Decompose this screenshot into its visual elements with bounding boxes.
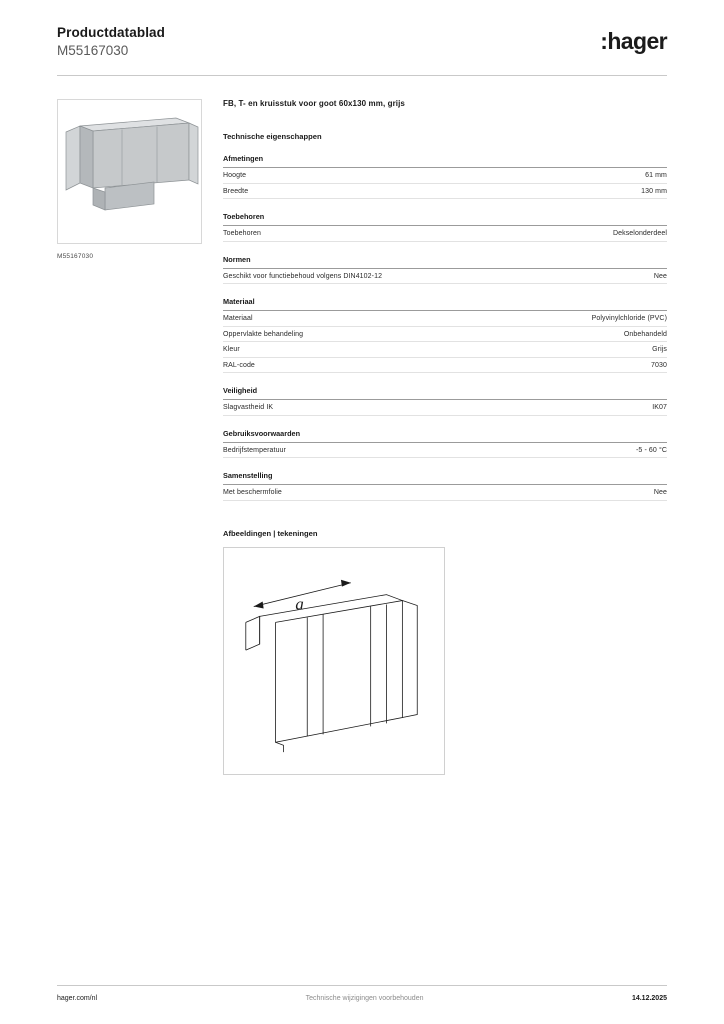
spec-group-title: Materiaal — [223, 297, 667, 311]
spec-row — [223, 168, 667, 184]
spec-group — [223, 212, 667, 242]
spec-value: Polyvinylchloride (PVC) — [591, 315, 667, 323]
spec-value: Onbehandeld — [623, 330, 667, 338]
product-image-caption: M55167030 — [57, 253, 94, 261]
spec-row — [223, 485, 667, 501]
drawings-heading: Afbeeldingen | tekeningen — [223, 528, 318, 538]
spec-group-title: Veiligheid — [223, 386, 667, 400]
spec-group — [223, 386, 667, 416]
spec-row — [223, 443, 667, 459]
spec-label: Breedte — [223, 187, 249, 195]
spec-groups — [223, 154, 667, 501]
spec-value: Grijs — [652, 346, 667, 354]
spec-group — [223, 471, 667, 501]
spec-value: Dekselonderdeel — [612, 230, 667, 238]
spec-group-title: Gebruiksvoorwaarden — [223, 429, 667, 443]
page-footer — [57, 985, 667, 1002]
spec-row — [223, 400, 667, 416]
spec-label: Toebehoren — [223, 230, 261, 238]
spec-label: RAL-code — [223, 361, 255, 369]
dimension-label-a: a — [295, 594, 304, 614]
spec-label: Hoogte — [223, 172, 247, 180]
spec-group — [223, 429, 667, 459]
page-body — [57, 76, 667, 775]
logo-text: hager — [607, 28, 667, 54]
spec-label: Geschikt voor functiebehoud volgens DIN4102-12 — [223, 272, 383, 280]
technical-drawing-icon — [224, 548, 444, 774]
product-photo-icon — [58, 100, 202, 244]
page-header — [57, 0, 667, 60]
technical-drawing-box — [223, 547, 445, 775]
spec-row — [223, 342, 667, 358]
logo-colon-icon: : — [600, 28, 608, 54]
spec-label: Slagvastheid IK — [223, 404, 274, 412]
hager-logo — [600, 24, 667, 55]
spec-row — [223, 184, 667, 200]
spec-value: -5 - 60 °C — [635, 446, 667, 454]
product-image-column — [57, 99, 207, 775]
footer-disclaimer: Technische wijzigingen voorbehouden — [305, 995, 424, 1002]
spec-group-title: Afmetingen — [223, 154, 667, 168]
spec-label: Materiaal — [223, 315, 253, 323]
spec-value: IK07 — [652, 404, 667, 412]
specifications-column — [207, 99, 667, 775]
spec-group — [223, 255, 667, 285]
spec-row — [223, 327, 667, 343]
tech-properties-heading: Technische eigenschappen — [223, 132, 322, 142]
spec-group — [223, 297, 667, 373]
product-reference: M55167030 — [57, 43, 129, 59]
spec-value: Nee — [653, 489, 667, 497]
footer-date: 14.12.2025 — [631, 995, 667, 1002]
spec-value: 7030 — [651, 361, 667, 369]
footer-website-link[interactable]: hager.com/nl — [57, 995, 98, 1002]
header-titles — [57, 24, 165, 60]
spec-group-title: Samenstelling — [223, 471, 667, 485]
spec-value: 61 mm — [645, 172, 667, 180]
spec-label: Oppervlakte behandeling — [223, 330, 304, 338]
spec-group-title: Toebehoren — [223, 212, 667, 226]
product-image-box — [57, 99, 202, 244]
spec-group-title: Normen — [223, 255, 667, 269]
spec-row — [223, 311, 667, 327]
spec-row — [223, 226, 667, 242]
spec-group — [223, 154, 667, 199]
page-title: Productdatablad — [57, 25, 166, 40]
product-name: FB, T- en kruisstuk voor goot 60x130 mm, grijs — [223, 99, 405, 109]
spec-value: 130 mm — [641, 187, 667, 195]
spec-label: Bedrijfstemperatuur — [223, 446, 286, 454]
spec-row — [223, 358, 667, 374]
spec-label: Met beschermfolie — [223, 489, 282, 497]
spec-label: Kleur — [223, 346, 240, 354]
spec-row — [223, 269, 667, 285]
spec-value: Nee — [653, 272, 667, 280]
